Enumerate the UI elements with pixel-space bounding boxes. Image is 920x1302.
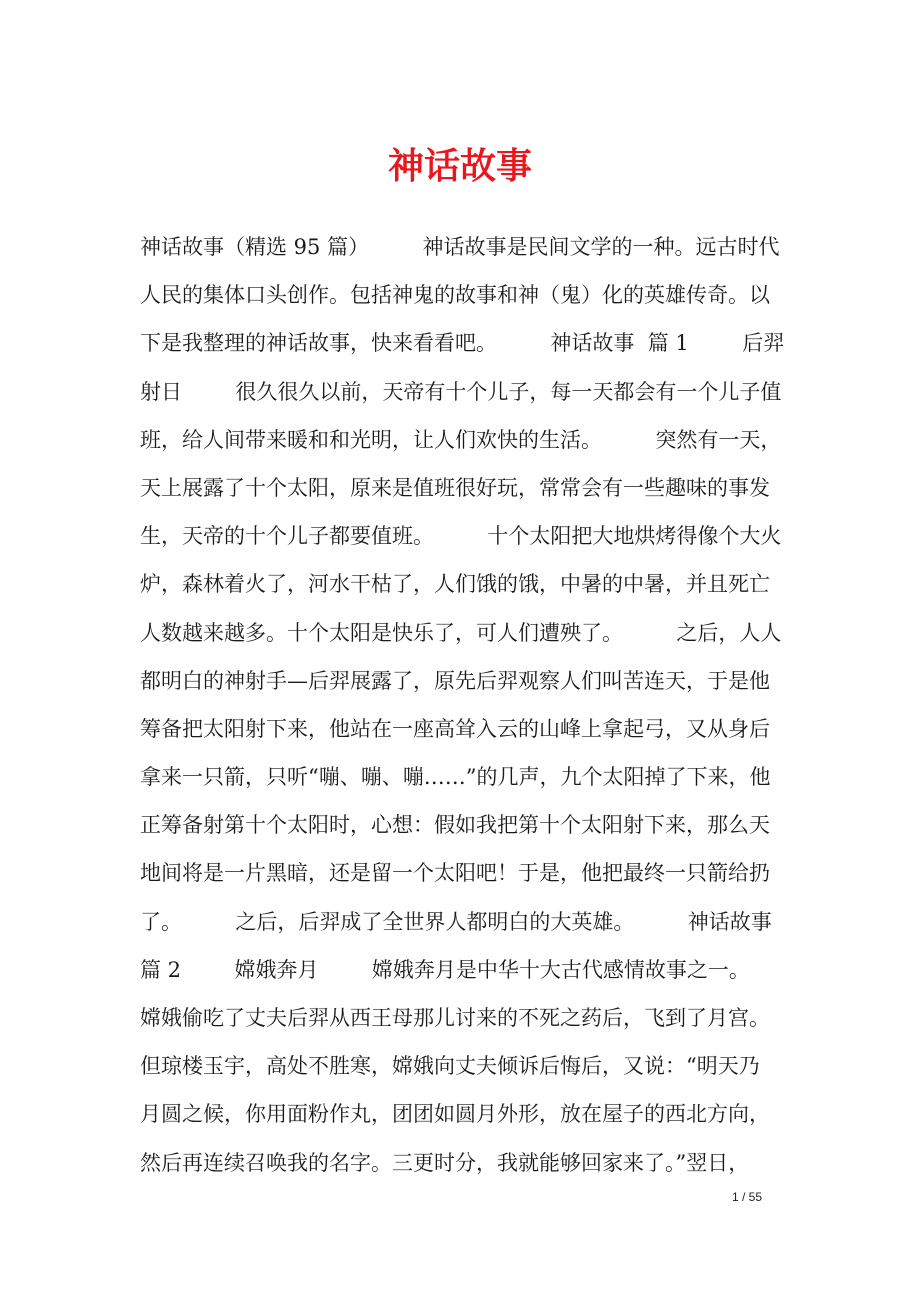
text-line: 正筹备射第十个太阳时，心想：假如我把第十个太阳射下来，那么天 <box>140 813 770 838</box>
text-line: 下是我整理的神话故事，快来看看吧。 神话故事 篇 1 后羿 <box>140 331 785 356</box>
text-line: 射日 很久很久以前，天帝有十个儿子，每一天都会有一个儿子值 <box>140 379 782 404</box>
text-line: 月圆之候，你用面粉作丸，团团如圆月外形，放在屋子的西北方向， <box>140 1102 770 1127</box>
text-line: 炉，森林着火了，河水干枯了，人们饿的饿，中暑的中暑，并且死亡 <box>140 572 770 597</box>
text-line: 班，给人间带来暖和和光明，让人们欢快的生活。 突然有一天， <box>140 427 782 452</box>
text-line: 人数越来越多。十个太阳是快乐了，可人们遭殃了。 之后，人人 <box>140 620 782 645</box>
text-line: 了。 之后，后羿成了全世界人都明白的大英雄。 神话故事 <box>140 909 772 934</box>
text-line: 篇 2 嫦娥奔月 嫦娥奔月是中华十大古代感情故事之一。 <box>140 957 750 982</box>
text-line: 地间将是一片黑暗，还是留一个太阳吧！于是，他把最终一只箭给扔 <box>140 861 770 886</box>
text-line: 但琼楼玉宇，高处不胜寒，嫦娥向丈夫倾诉后悔后，又说：“明天乃 <box>140 1054 760 1079</box>
document-body <box>140 227 800 1191</box>
text-line: 拿来一只箭，只听“嘣、嘣、嘣……”的几声，九个太阳掉了下来，他 <box>140 765 771 790</box>
text-line: 天上展露了十个太阳，原来是值班很好玩，常常会有一些趣味的事发 <box>140 475 770 500</box>
text-line: 嫦娥偷吃了丈夫后羿从西王母那儿讨来的不死之药后，飞到了月宫。 <box>140 1006 770 1030</box>
text-line: 然后再连续召唤我的名字。三更时分，我就能够回家来了。”翌日， <box>140 1150 750 1175</box>
text-line: 都明白的神射手—后羿展露了，原先后羿观察人们叫苦连天，于是他 <box>140 668 770 693</box>
text-line: 人民的集体口头创作。包括神鬼的故事和神（鬼）化的英雄传奇。以 <box>140 283 770 308</box>
document-title: 神话故事 <box>387 145 532 187</box>
text-line: 神话故事（精选 95 篇） 神话故事是民间文学的一种。远古时代 <box>140 235 780 259</box>
text-line: 生，天帝的十个儿子都要值班。 十个太阳把大地烘烤得像个大火 <box>140 524 782 549</box>
text-line: 筹备把太阳射下来，他站在一座高耸入云的山峰上拿起弓，又从身后 <box>140 716 770 741</box>
page-number: 1 / 55 <box>732 1190 763 1204</box>
